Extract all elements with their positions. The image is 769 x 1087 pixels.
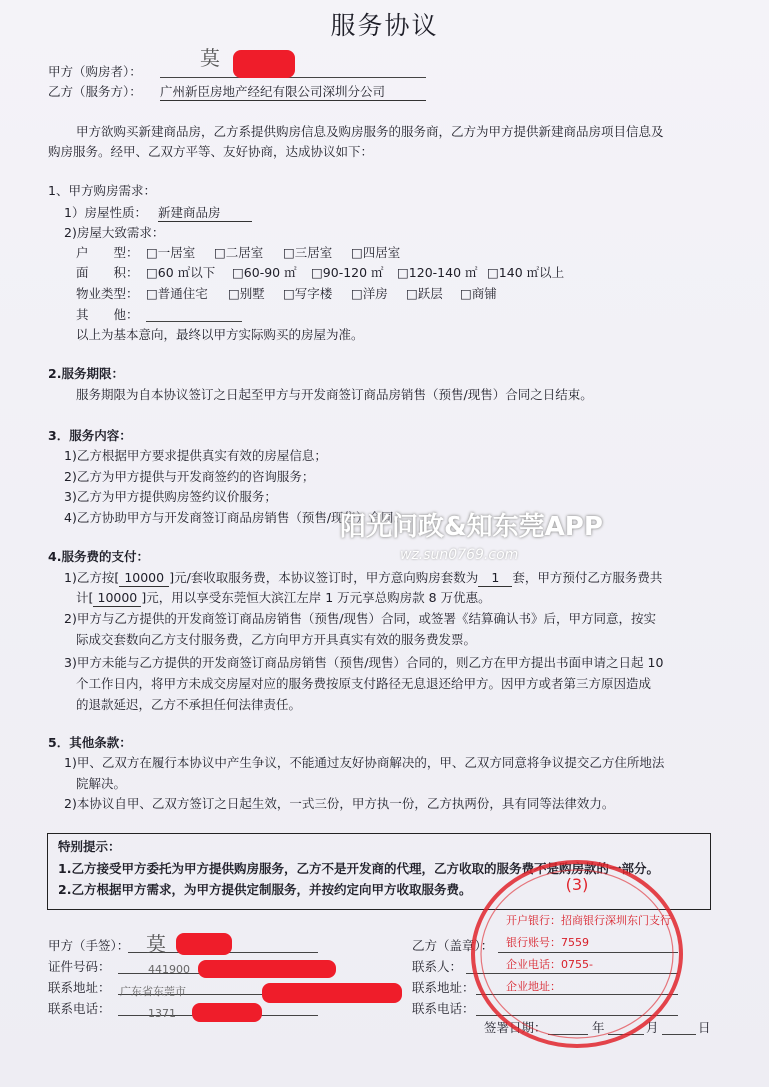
company-seal xyxy=(466,856,688,1052)
redaction-mark xyxy=(192,1003,262,1022)
contact-person-label: 联系人： xyxy=(412,959,463,974)
fee-line-2 xyxy=(76,590,491,607)
mianji-option-3[interactable]: □90-120 ㎡ xyxy=(311,265,384,280)
redaction-mark xyxy=(262,983,402,1003)
phone-label: 联系电话： xyxy=(48,1001,111,1016)
section-3-title: 3．服务内容： xyxy=(48,428,132,443)
service-item-4: 4)乙方协助甲方与开发商签订商品房销售（预售/现售）合同。 xyxy=(64,510,407,525)
wuye-label: 物业类型： xyxy=(76,286,139,301)
other-clause-1a: 1)甲、乙双方在履行本协议中产生争议，不能通过友好协商解决的，甲、乙双方同意将争议提交乙方住所地法 xyxy=(64,755,665,770)
section-1-title: 1、甲方购房需求： xyxy=(48,183,156,198)
fee-text-c: 套，甲方预付乙方服务费共 xyxy=(512,570,663,585)
section-1-note: 以上为基本意向，最终以甲方实际购买的房屋为准。 xyxy=(76,327,364,342)
huxing-option-3[interactable]: □三居室 xyxy=(283,245,333,260)
service-item-3: 3)乙方为甲方提供购房签约议价服务； xyxy=(64,489,277,504)
mianji-option-4[interactable]: □120-140 ㎡ xyxy=(397,265,478,280)
special-notice-1: 1.乙方接受甲方委托为甲方提供购房服务，乙方不是开发商的代理，乙方收取的服务费不是购房款的一部分。 xyxy=(58,861,659,876)
party-b-address-label: 联系地址： xyxy=(412,980,475,995)
sign-date-label: 签署日期： xyxy=(484,1020,547,1035)
seal-address: 企业地址： xyxy=(506,980,561,993)
other-label: 其 他： xyxy=(76,307,139,322)
wuye-option-5[interactable]: □跃层 xyxy=(406,286,443,301)
mianji-label: 面 积： xyxy=(76,265,139,280)
watermark: 阳光问政&知东莞APP xyxy=(340,512,603,542)
intro-line-2: 购房服务。经甲、乙双方平等、友好协商，达成协议如下： xyxy=(48,144,374,159)
intro-line-1: 甲方欲购买新建商品房，乙方系提供购房信息及购房服务的服务商，乙方为甲方提供新建商品房项目信息及 xyxy=(76,124,664,139)
phone-partial: 1371 xyxy=(148,1007,176,1020)
wuye-option-6[interactable]: □商铺 xyxy=(460,286,497,301)
service-item-1: 1)乙方根据甲方要求提供真实有效的房屋信息； xyxy=(64,448,327,463)
fee-text-a: 1)乙方按[ xyxy=(64,570,120,585)
wuye-option-1[interactable]: □普通住宅 xyxy=(146,286,208,301)
party-b-name: 广州新臣房地产经纪有限公司深圳分公司 xyxy=(160,84,426,101)
redaction-mark xyxy=(233,50,295,78)
other-clause-1b: 院解决。 xyxy=(76,776,127,791)
seal-phone: 企业电话：0755- xyxy=(506,958,593,971)
sign-date-day: 日 xyxy=(698,1020,711,1035)
mianji-option-1[interactable]: □60 ㎡以下 xyxy=(146,265,216,280)
wuye-option-3[interactable]: □写字楼 xyxy=(283,286,333,301)
sign-date-year: 年 xyxy=(592,1020,605,1035)
special-notice-title: 特别提示： xyxy=(58,839,121,854)
fee-clause-3a: 3)甲方未能与乙方提供的开发商签订商品房销售（预售/现售）合同的，则乙方在甲方提出书面申请之日起 10 xyxy=(64,655,664,670)
id-number-label: 证件号码： xyxy=(48,959,111,974)
other-clause-2: 2)本协议自甲、乙双方签订之日起生效，一式三份，甲方执一份，乙方执两份，具有同等法律效力。 xyxy=(64,796,615,811)
huxing-option-2[interactable]: □二居室 xyxy=(214,245,264,260)
unit-count: 1 xyxy=(478,570,512,587)
seal-number: (3) xyxy=(565,875,589,894)
section-5-title: 5．其他条款： xyxy=(48,735,132,750)
fee-clause-3b: 个工作日内，将甲方未成交房屋对应的服务费按原支付路径无息退还给甲方。因甲方或者第三方原因造成 xyxy=(76,676,652,691)
section-4-title: 4.服务费的支付： xyxy=(48,549,149,564)
huxing-option-4[interactable]: □四居室 xyxy=(351,245,401,260)
party-b-label: 乙方（服务方）： xyxy=(48,84,142,99)
redaction-mark xyxy=(198,960,336,978)
party-a-handwriting: 莫 xyxy=(200,46,220,70)
fee-text-e: ]元，用以享受东莞恒大滨江左岸 1 万元享总购房款 8 万优惠。 xyxy=(141,590,491,605)
huxing-option-1[interactable]: □一居室 xyxy=(146,245,196,260)
section-2-title: 2.服务期限： xyxy=(48,366,124,381)
house-type-value: 新建商品房 xyxy=(158,205,252,222)
seal-account: 银行账号：7559 xyxy=(506,936,589,949)
fee-clause-3c: 的退款延迟，乙方不承担任何法律责任。 xyxy=(76,697,302,712)
party-a-sign-label: 甲方（手签）： xyxy=(48,938,130,953)
party-b-stamp-label: 乙方（盖章）： xyxy=(412,938,494,953)
party-a-label: 甲方（购房者）： xyxy=(48,64,142,79)
sign-date-month: 月 xyxy=(646,1020,659,1035)
mianji-option-5[interactable]: □140 ㎡以上 xyxy=(487,265,565,280)
house-type-label: 1）房屋性质： xyxy=(64,205,147,220)
huxing-label: 户 型： xyxy=(76,245,139,260)
fee-clause-2b: 际成交套数向乙方支付服务费，乙方向甲方开具真实有效的服务费发票。 xyxy=(76,632,477,647)
seal-inner-ring xyxy=(481,870,673,1038)
party-b-phone-label: 联系电话： xyxy=(412,1001,475,1016)
id-number-partial: 441900 xyxy=(148,963,190,976)
special-notice-2: 2.乙方根据甲方需求，为甲方提供定制服务，并按约定向甲方收取服务费。 xyxy=(58,882,472,897)
fee-text-d: 计[ xyxy=(76,590,94,605)
party-a-signature: 莫 xyxy=(146,932,166,956)
prepaid-fee: 10000 xyxy=(93,590,141,607)
fee-per-unit: 10000 xyxy=(119,570,169,587)
service-item-2: 2)乙方为甲方提供与开发商签约的咨询服务； xyxy=(64,469,315,484)
wuye-option-2[interactable]: □别墅 xyxy=(228,286,265,301)
redaction-mark xyxy=(176,933,232,955)
mianji-option-2[interactable]: □60-90 ㎡ xyxy=(232,265,297,280)
watermark-url: wz.sun0769.com xyxy=(400,547,519,563)
wuye-option-4[interactable]: □洋房 xyxy=(351,286,388,301)
fee-line-1 xyxy=(64,570,662,587)
address-label: 联系地址： xyxy=(48,980,111,995)
address-partial: 广东省东莞市 xyxy=(120,985,186,998)
party-a-line xyxy=(160,77,426,78)
fee-clause-2a: 2)甲方与乙方提供的开发商签订商品房销售（预售/现售）合同，或签署《结算确认书》后，甲方同意，按实 xyxy=(64,611,657,626)
fee-text-b: ]元/套收取服务费，本协议签订时，甲方意向购房套数为 xyxy=(169,570,479,585)
document-title: 服务协议 xyxy=(330,11,439,40)
other-input-line[interactable] xyxy=(146,321,242,322)
seal-bank: 开户银行：招商银行深圳东门支行 xyxy=(506,914,671,927)
requirement-label: 2)房屋大致需求： xyxy=(64,225,165,240)
section-2-text: 服务期限为自本协议签订之日起至甲方与开发商签订商品房销售（预售/现售）合同之日结束。 xyxy=(76,387,593,402)
